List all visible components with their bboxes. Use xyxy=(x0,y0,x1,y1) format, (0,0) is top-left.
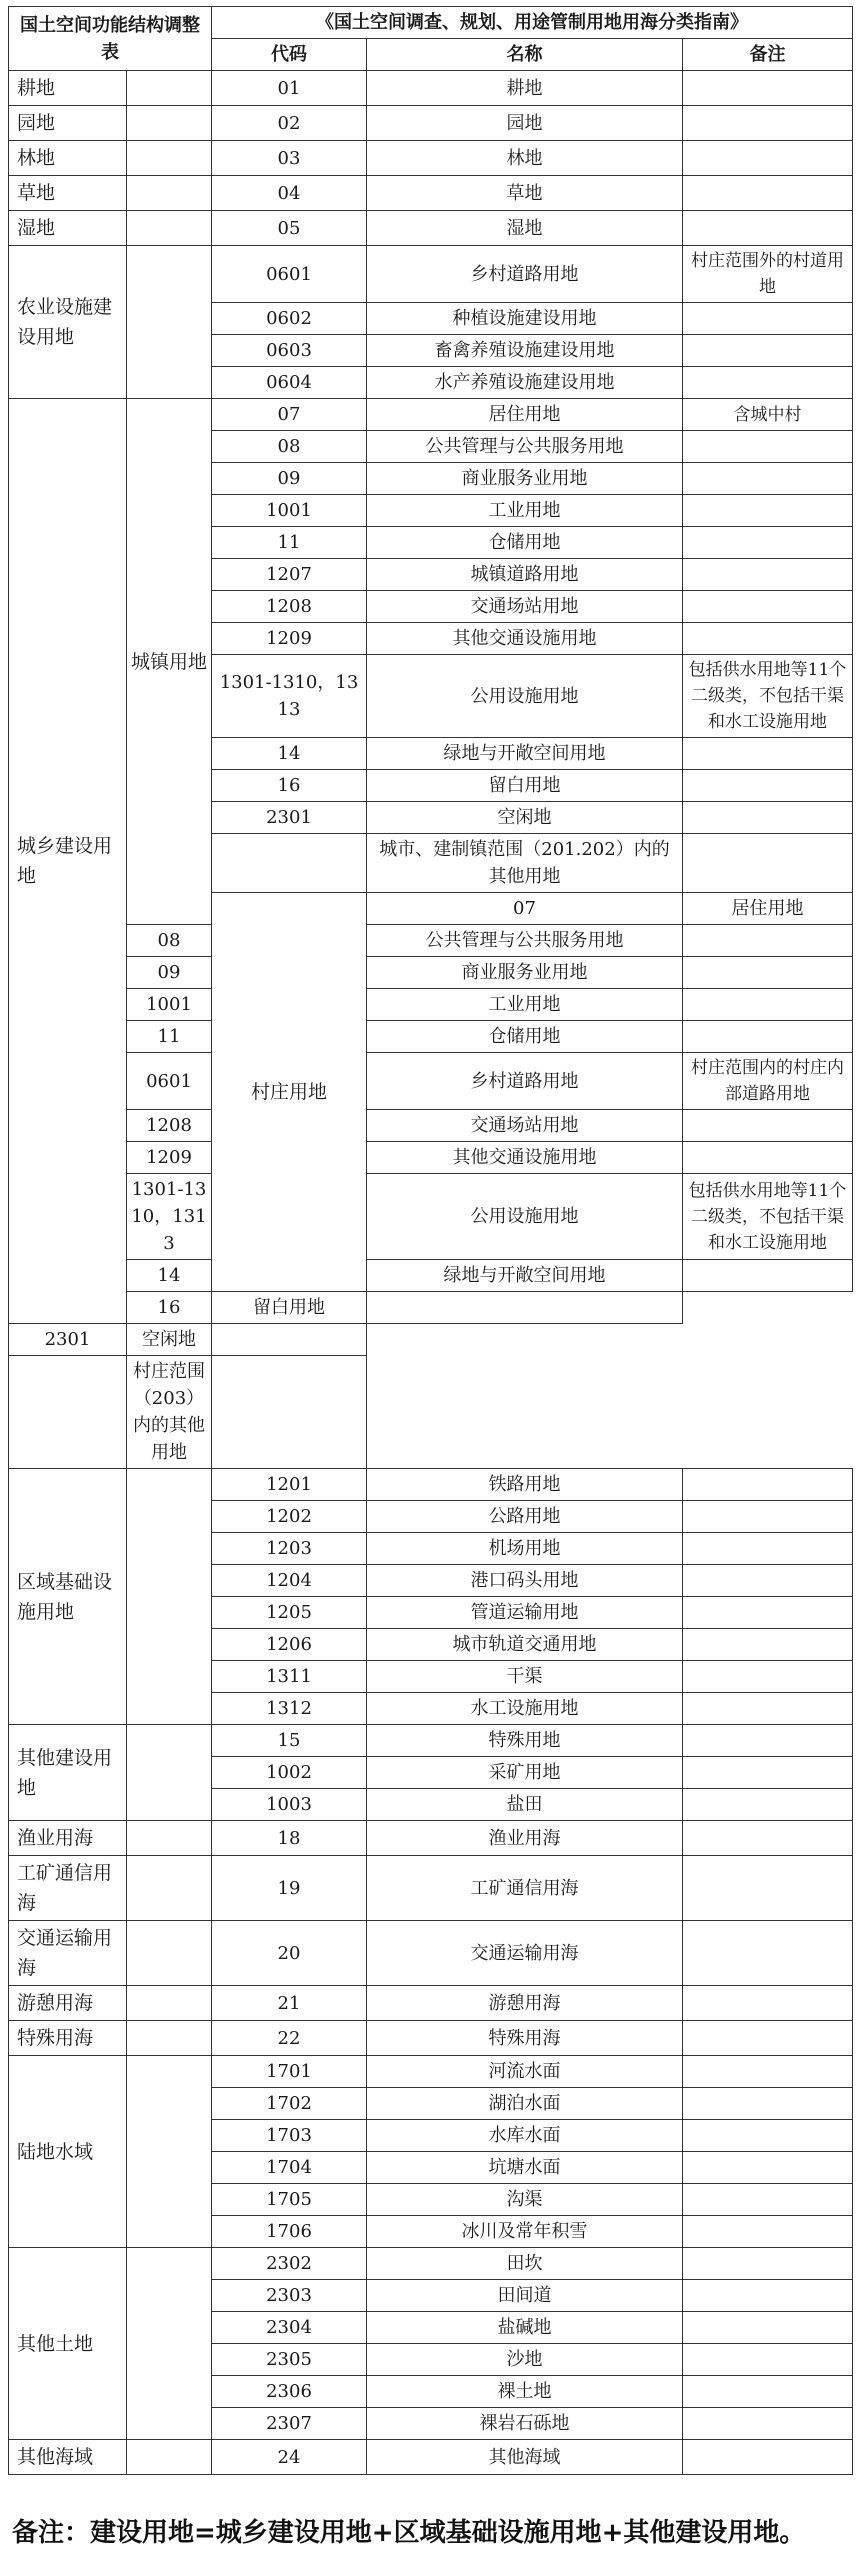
name-cell: 裸土地 xyxy=(367,2376,683,2408)
code-cell: 1705 xyxy=(212,2184,367,2216)
table-row xyxy=(9,1921,853,1986)
code-cell: 1706 xyxy=(212,2216,367,2248)
name-cell: 林地 xyxy=(367,141,683,176)
name-cell: 河流水面 xyxy=(367,2056,683,2088)
subcategory-cell xyxy=(127,1725,212,1821)
table-row xyxy=(9,1821,853,1856)
category-cell: 林地 xyxy=(9,141,127,176)
name-cell: 特殊用海 xyxy=(367,2021,683,2056)
code-cell: 1209 xyxy=(127,1142,212,1174)
subcategory-cell xyxy=(127,2056,212,2248)
name-cell: 公用设施用地 xyxy=(367,655,683,738)
subcategory-cell: 村庄用地 xyxy=(212,893,367,1292)
name-cell: 城市轨道交通用地 xyxy=(367,1629,683,1661)
name-cell: 冰川及常年积雪 xyxy=(367,2216,683,2248)
subcategory-cell xyxy=(127,1986,212,2021)
name-cell: 渔业用海 xyxy=(367,1821,683,1856)
note-cell xyxy=(683,2216,853,2248)
note-cell xyxy=(683,2408,853,2440)
name-cell: 其他交通设施用地 xyxy=(367,623,683,655)
name-cell: 田间道 xyxy=(367,2280,683,2312)
note-cell xyxy=(683,211,853,246)
note-cell xyxy=(683,303,853,335)
code-cell: 01 xyxy=(212,71,367,106)
category-cell: 湿地 xyxy=(9,211,127,246)
code-cell: 2306 xyxy=(212,2376,367,2408)
code-cell: 1003 xyxy=(212,1789,367,1821)
code-cell: 02 xyxy=(212,106,367,141)
note-cell xyxy=(683,802,853,834)
code-cell: 1301-1310，1313 xyxy=(212,655,367,738)
subcategory-cell xyxy=(127,141,212,176)
subcategory-cell xyxy=(127,106,212,141)
name-cell: 公路用地 xyxy=(367,1501,683,1533)
note-cell xyxy=(683,495,853,527)
name-cell: 其他交通设施用地 xyxy=(367,1142,683,1174)
name-cell: 交通场站用地 xyxy=(367,1110,683,1142)
name-cell: 其他海域 xyxy=(367,2440,683,2475)
subcategory-cell xyxy=(127,2440,212,2475)
name-cell: 交通运输用海 xyxy=(367,1921,683,1986)
note-cell: 村庄范围内的村庄内部道路用地 xyxy=(683,1053,853,1110)
subcategory-cell xyxy=(127,246,212,399)
name-cell: 水库水面 xyxy=(367,2120,683,2152)
note-cell xyxy=(683,71,853,106)
footnote: 备注：建设用地=城乡建设用地+区域基础设施用地+其他建设用地。 xyxy=(12,2518,806,2548)
note-cell xyxy=(683,2184,853,2216)
category-cell: 耕地 xyxy=(9,71,127,106)
category-cell: 渔业用海 xyxy=(9,1821,127,1856)
subcategory-cell xyxy=(127,71,212,106)
name-cell: 干渠 xyxy=(367,1661,683,1693)
table-row xyxy=(9,2248,853,2280)
name-cell: 商业服务业用地 xyxy=(367,463,683,495)
note-cell xyxy=(683,738,853,770)
category-cell: 园地 xyxy=(9,106,127,141)
code-cell: 16 xyxy=(127,1292,212,1324)
category-cell: 其他海域 xyxy=(9,2440,127,2475)
note-cell xyxy=(683,2120,853,2152)
name-cell: 机场用地 xyxy=(367,1533,683,1565)
category-cell: 工矿通信用海 xyxy=(9,1856,127,1921)
category-cell: 其他土地 xyxy=(9,2248,127,2440)
name-cell: 乡村道路用地 xyxy=(367,246,683,303)
table-row xyxy=(9,1856,853,1921)
note-cell xyxy=(683,1469,853,1501)
code-cell: 09 xyxy=(212,463,367,495)
category-cell: 特殊用海 xyxy=(9,2021,127,2056)
subcategory-cell xyxy=(127,176,212,211)
code-cell: 21 xyxy=(212,1986,367,2021)
code-cell: 2301 xyxy=(9,1324,127,1356)
name-cell: 草地 xyxy=(367,176,683,211)
name-cell: 空闲地 xyxy=(127,1324,212,1356)
table-row xyxy=(9,246,853,303)
table-row xyxy=(9,106,853,141)
note-cell xyxy=(683,1110,853,1142)
category-cell: 陆地水域 xyxy=(9,2056,127,2248)
code-cell: 08 xyxy=(127,925,212,957)
name-cell: 管道运输用地 xyxy=(367,1597,683,1629)
note-cell xyxy=(683,367,853,399)
name-cell: 特殊用地 xyxy=(367,1725,683,1757)
name-cell: 坑塘水面 xyxy=(367,2152,683,2184)
note-cell xyxy=(683,2152,853,2184)
table-header-row-1 xyxy=(9,7,853,39)
note-cell xyxy=(683,1661,853,1693)
table-row xyxy=(9,141,853,176)
note-cell xyxy=(683,2376,853,2408)
code-cell: 05 xyxy=(212,211,367,246)
note-cell xyxy=(683,335,853,367)
note-cell: 村庄范围外的村道用地 xyxy=(683,246,853,303)
code-cell: 1207 xyxy=(212,559,367,591)
code-cell: 1701 xyxy=(212,2056,367,2088)
code-cell: 1208 xyxy=(212,591,367,623)
table-row xyxy=(9,1260,853,1292)
note-cell xyxy=(683,1821,853,1856)
code-cell: 14 xyxy=(127,1260,212,1292)
code-cell: 24 xyxy=(212,2440,367,2475)
name-cell: 耕地 xyxy=(367,71,683,106)
code-cell: 1203 xyxy=(212,1533,367,1565)
name-cell: 商业服务业用地 xyxy=(367,957,683,989)
subcategory-cell xyxy=(127,1856,212,1921)
table-row xyxy=(9,1986,853,2021)
header-code: 代码 xyxy=(212,39,367,71)
note-cell xyxy=(683,559,853,591)
note-cell xyxy=(683,2440,853,2475)
code-cell: 2304 xyxy=(212,2312,367,2344)
name-cell: 铁路用地 xyxy=(367,1469,683,1501)
note-cell xyxy=(683,623,853,655)
subcategory-cell xyxy=(127,1921,212,1986)
name-cell: 空闲地 xyxy=(367,802,683,834)
note-cell xyxy=(683,957,853,989)
name-cell: 园地 xyxy=(367,106,683,141)
note-cell xyxy=(683,141,853,176)
table-row xyxy=(9,1356,853,1469)
name-cell: 种植设施建设用地 xyxy=(367,303,683,335)
note-cell xyxy=(683,989,853,1021)
name-cell: 公共管理与公共服务用地 xyxy=(367,431,683,463)
category-cell: 城乡建设用地 xyxy=(9,399,127,1324)
name-cell: 畜禽养殖设施建设用地 xyxy=(367,335,683,367)
table-row xyxy=(9,1324,853,1356)
name-cell: 仓储用地 xyxy=(367,1021,683,1053)
code-cell: 2302 xyxy=(212,2248,367,2280)
code-cell: 22 xyxy=(212,2021,367,2056)
note-cell xyxy=(683,1856,853,1921)
code-cell: 1002 xyxy=(212,1757,367,1789)
code-cell: 1204 xyxy=(212,1565,367,1597)
note-cell xyxy=(683,1260,853,1292)
category-cell: 区域基础设施用地 xyxy=(9,1469,127,1725)
name-cell: 盐田 xyxy=(367,1789,683,1821)
code-cell: 14 xyxy=(212,738,367,770)
note-cell xyxy=(683,591,853,623)
name-cell: 村庄范围（203）内的其他用地 xyxy=(127,1356,212,1469)
name-cell: 工业用地 xyxy=(367,495,683,527)
table-row xyxy=(9,957,853,989)
subcategory-cell xyxy=(127,2021,212,2056)
note-cell xyxy=(683,2056,853,2088)
note-cell xyxy=(683,2088,853,2120)
category-cell: 交通运输用海 xyxy=(9,1921,127,1986)
name-cell: 裸岩石砾地 xyxy=(367,2408,683,2440)
code-cell: 1001 xyxy=(212,495,367,527)
code-cell: 2307 xyxy=(212,2408,367,2440)
note-cell xyxy=(683,925,853,957)
table-row xyxy=(9,1725,853,1757)
note-cell xyxy=(683,1921,853,1986)
name-cell: 留白用地 xyxy=(212,1292,367,1324)
name-cell: 湿地 xyxy=(367,211,683,246)
table-row xyxy=(9,1021,853,1053)
table-row xyxy=(9,989,853,1021)
name-cell: 交通场站用地 xyxy=(367,591,683,623)
note-cell xyxy=(683,2312,853,2344)
note-cell xyxy=(683,1629,853,1661)
note-cell xyxy=(683,431,853,463)
name-cell: 仓储用地 xyxy=(367,527,683,559)
name-cell: 绿地与开敞空间用地 xyxy=(367,738,683,770)
name-cell: 沟渠 xyxy=(367,2184,683,2216)
note-cell xyxy=(683,1789,853,1821)
code-cell: 16 xyxy=(212,770,367,802)
code-cell: 1703 xyxy=(212,2120,367,2152)
table-row xyxy=(9,2056,853,2088)
note-cell xyxy=(683,2021,853,2056)
name-cell: 水工设施用地 xyxy=(367,1693,683,1725)
code-cell: 2305 xyxy=(212,2344,367,2376)
note-cell xyxy=(683,176,853,211)
subcategory-cell xyxy=(127,2248,212,2440)
code-cell: 2303 xyxy=(212,2280,367,2312)
code-cell: 0601 xyxy=(212,246,367,303)
name-cell: 采矿用地 xyxy=(367,1757,683,1789)
subcategory-cell xyxy=(127,1469,212,1725)
name-cell: 沙地 xyxy=(367,2344,683,2376)
code-cell: 1202 xyxy=(212,1501,367,1533)
header-adjustment-table: 国土空间功能结构调整表 xyxy=(9,7,212,71)
category-cell: 农业设施建设用地 xyxy=(9,246,127,399)
name-cell: 公共管理与公共服务用地 xyxy=(367,925,683,957)
name-cell: 公用设施用地 xyxy=(367,1174,683,1260)
note-cell: 包括供水用地等11个二级类，不包括干渠和水工设施用地 xyxy=(683,655,853,738)
name-cell: 工业用地 xyxy=(367,989,683,1021)
name-cell: 居住用地 xyxy=(683,893,853,925)
code-cell: 04 xyxy=(212,176,367,211)
table-row xyxy=(9,2021,853,2056)
note-cell xyxy=(683,1142,853,1174)
header-guide-title: 《国土空间调查、规划、用途管制用地用海分类指南》 xyxy=(212,7,853,39)
name-cell: 绿地与开敞空间用地 xyxy=(367,1260,683,1292)
note-cell xyxy=(683,2344,853,2376)
note-cell xyxy=(683,463,853,495)
note-cell xyxy=(683,527,853,559)
subcategory-cell xyxy=(127,211,212,246)
name-cell: 城镇道路用地 xyxy=(367,559,683,591)
header-name: 名称 xyxy=(367,39,683,71)
code-cell: 0601 xyxy=(127,1053,212,1110)
name-cell: 居住用地 xyxy=(367,399,683,431)
code-cell: 07 xyxy=(212,399,367,431)
category-cell: 其他建设用地 xyxy=(9,1725,127,1821)
note-cell xyxy=(683,1693,853,1725)
table-row xyxy=(9,1174,853,1260)
table-row xyxy=(9,925,853,957)
code-cell: 1311 xyxy=(212,1661,367,1693)
table-row xyxy=(9,1053,853,1110)
table-row xyxy=(9,1142,853,1174)
note-cell xyxy=(683,1021,853,1053)
code-cell: 0602 xyxy=(212,303,367,335)
name-cell: 湖泊水面 xyxy=(367,2088,683,2120)
code-cell: 11 xyxy=(212,527,367,559)
code-cell xyxy=(9,1356,127,1469)
table-row xyxy=(9,176,853,211)
category-cell: 游憩用海 xyxy=(9,1986,127,2021)
code-cell xyxy=(212,834,367,893)
code-cell: 19 xyxy=(212,1856,367,1921)
land-use-classification-table xyxy=(8,6,853,2475)
name-cell: 港口码头用地 xyxy=(367,1565,683,1597)
name-cell: 盐碱地 xyxy=(367,2312,683,2344)
code-cell: 08 xyxy=(212,431,367,463)
code-cell: 1312 xyxy=(212,1693,367,1725)
note-cell xyxy=(683,1565,853,1597)
code-cell: 1001 xyxy=(127,989,212,1021)
note-cell: 含城中村 xyxy=(683,399,853,431)
name-cell: 水产养殖设施建设用地 xyxy=(367,367,683,399)
note-cell xyxy=(683,1533,853,1565)
name-cell: 工矿通信用海 xyxy=(367,1856,683,1921)
note-cell xyxy=(683,2280,853,2312)
note-cell xyxy=(683,2248,853,2280)
table-row xyxy=(9,1292,853,1324)
note-cell xyxy=(683,1597,853,1629)
table-row xyxy=(9,1469,853,1501)
code-cell: 1208 xyxy=(127,1110,212,1142)
note-cell xyxy=(367,1292,683,1324)
table-row xyxy=(9,399,853,431)
name-cell: 城市、建制镇范围（201.202）内的其他用地 xyxy=(367,834,683,893)
note-cell xyxy=(683,834,853,893)
code-cell: 0604 xyxy=(212,367,367,399)
name-cell: 田坎 xyxy=(367,2248,683,2280)
category-cell: 草地 xyxy=(9,176,127,211)
name-cell: 游憩用海 xyxy=(367,1986,683,2021)
code-cell: 2301 xyxy=(212,802,367,834)
code-cell: 20 xyxy=(212,1921,367,1986)
code-cell: 09 xyxy=(127,957,212,989)
code-cell: 1205 xyxy=(212,1597,367,1629)
note-cell xyxy=(212,1356,367,1469)
note-cell xyxy=(683,1725,853,1757)
code-cell: 1702 xyxy=(212,2088,367,2120)
name-cell: 留白用地 xyxy=(367,770,683,802)
note-cell xyxy=(683,1986,853,2021)
code-cell: 03 xyxy=(212,141,367,176)
table-row xyxy=(9,211,853,246)
note-cell xyxy=(212,1324,367,1356)
code-cell: 11 xyxy=(127,1021,212,1053)
note-cell xyxy=(683,1501,853,1533)
code-cell: 1209 xyxy=(212,623,367,655)
header-note: 备注 xyxy=(683,39,853,71)
code-cell: 1301-1310，1313 xyxy=(127,1174,212,1260)
code-cell: 1206 xyxy=(212,1629,367,1661)
note-cell: 包括供水用地等11个二级类，不包括干渠和水工设施用地 xyxy=(683,1174,853,1260)
note-cell xyxy=(683,106,853,141)
note-cell xyxy=(683,770,853,802)
subcategory-cell xyxy=(127,1821,212,1856)
code-cell: 1201 xyxy=(212,1469,367,1501)
code-cell: 18 xyxy=(212,1821,367,1856)
code-cell: 1704 xyxy=(212,2152,367,2184)
name-cell: 乡村道路用地 xyxy=(367,1053,683,1110)
note-cell xyxy=(683,1757,853,1789)
table-row xyxy=(9,2440,853,2475)
code-cell: 07 xyxy=(367,893,683,925)
table-row xyxy=(9,1110,853,1142)
code-cell: 15 xyxy=(212,1725,367,1757)
table-row xyxy=(9,71,853,106)
subcategory-cell: 城镇用地 xyxy=(127,399,212,925)
code-cell: 0603 xyxy=(212,335,367,367)
